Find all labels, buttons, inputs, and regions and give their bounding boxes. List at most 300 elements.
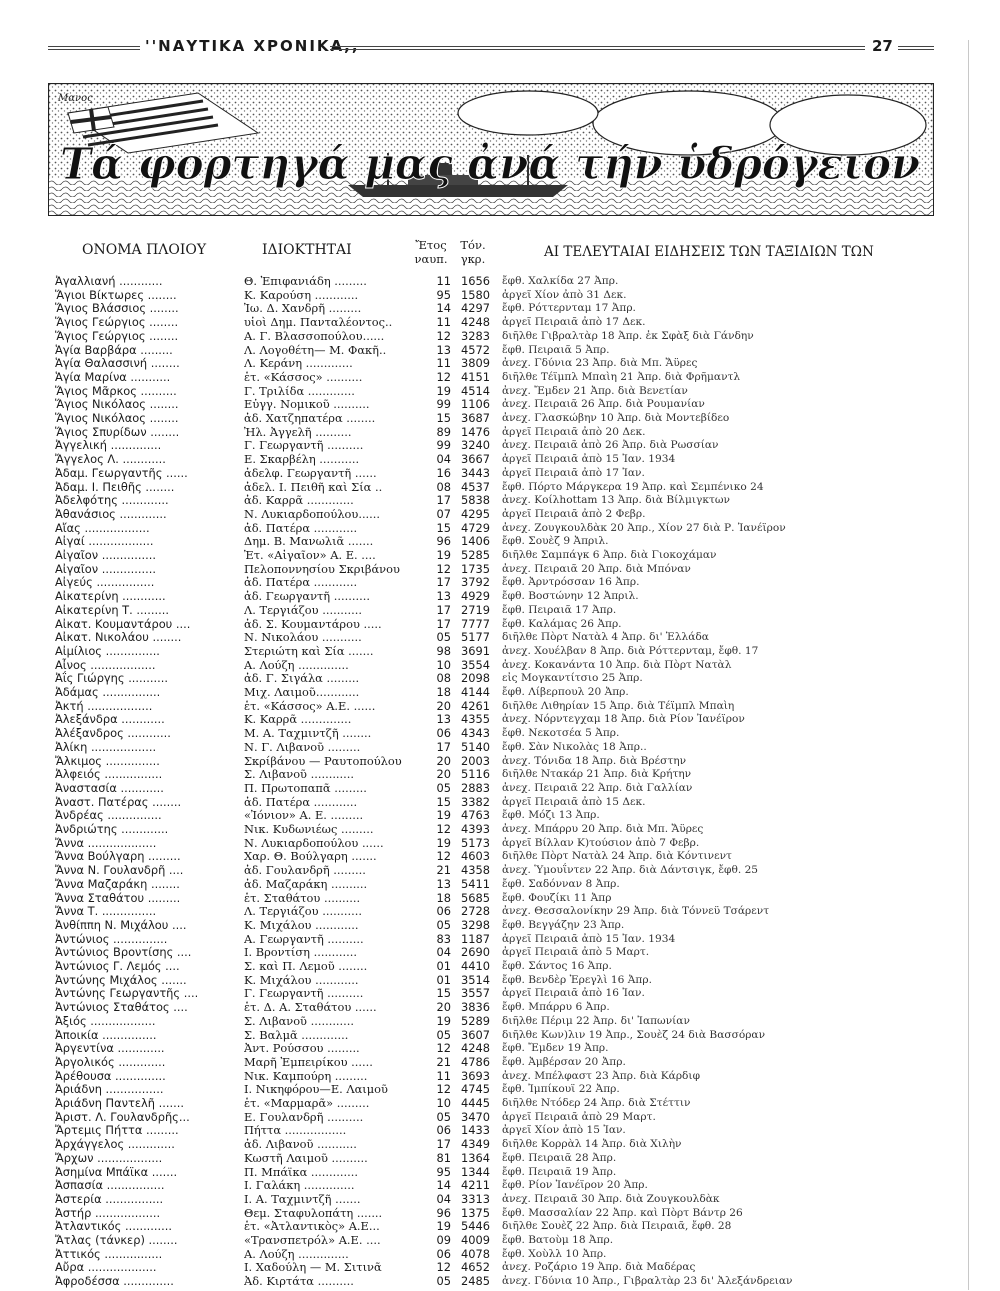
owner: Κ. Καρούση ............: [244, 287, 359, 302]
owner: Νικ. Κυδωνιέως .........: [244, 822, 374, 836]
owner: Ν. Γ. Λιβανοῦ .........: [244, 739, 361, 754]
owner: Λ. Λογοθέτη— Μ. Φακῆ..: [244, 342, 387, 357]
owner: Νικ. Καμπούρη .........: [244, 1068, 368, 1083]
column-header-owners: ΙΔΙΟΚΤΗΤΑΙ: [262, 242, 352, 258]
build-year: 09: [436, 1233, 451, 1247]
build-year: 14: [436, 1178, 451, 1193]
tonnage: 4009: [461, 1233, 490, 1247]
build-year: 04: [436, 1191, 451, 1206]
table-row: [0, 1096, 1000, 1110]
build-year: 12: [436, 822, 451, 836]
build-year: 08: [436, 479, 451, 494]
ship-name: Αἰγαῖον ...............: [55, 561, 157, 576]
ship-name: Ἀντώνιος Βροντίσης ....: [55, 945, 192, 960]
build-year: 13: [436, 712, 451, 727]
latest-news: ἔφθ. Σὰν Νικολὰς 18 Ἀπρ..: [502, 740, 647, 753]
table-row: [0, 603, 1000, 617]
table-row: [0, 658, 1000, 672]
table-row: [0, 288, 1000, 302]
table-row: [0, 575, 1000, 589]
build-year: 01: [436, 972, 451, 987]
owner: Ε. Σκαρβέλη ...........: [244, 452, 360, 467]
table-row: [0, 315, 1000, 329]
ship-name: Ἄννα Τ. ...............: [55, 904, 157, 919]
latest-news: ἔφθ. Πειραιᾶ 5 Ἀπρ.: [502, 343, 610, 356]
ship-name: Ἀσπασία ................: [55, 1178, 165, 1193]
build-year: 81: [436, 1150, 451, 1165]
table-row: [0, 1219, 1000, 1233]
column-header-year-line2: ναυπ.: [414, 252, 448, 266]
page-edge-rule: [968, 40, 969, 1290]
owner: «Τρανσπετρόλ» Α.Ε. ....: [244, 1233, 381, 1247]
banner-signature: Μανος: [58, 93, 93, 104]
latest-news: ἀργεῖ Πειραιᾶ ἀπὸ 15 Ἰαν. 1934: [502, 932, 676, 945]
table-row: [0, 849, 1000, 863]
latest-news: ἔφθ. Μπάρρυ 6 Ἀπρ.: [502, 1001, 610, 1014]
tonnage: 3240: [461, 438, 490, 453]
latest-news: διῆλθε Κων)λιν 19 Ἀπρ., Σουὲζ 24 διὰ Βασσόραν: [502, 1028, 766, 1041]
table-row: [0, 1000, 1000, 1014]
ship-name: Αἴας ..................: [55, 520, 150, 535]
latest-news: ἔφθ. Ἰμπίκουϊ 22 Ἀπρ.: [502, 1083, 620, 1096]
tonnage: 2485: [461, 1274, 490, 1289]
build-year: 19: [436, 835, 451, 850]
latest-news: ἔφθ. Ρίον Ἰανέϊρον 20 Ἀπρ.: [502, 1179, 648, 1192]
owner: ἀδ. Πατέρα ............: [244, 575, 358, 590]
owner: Ἠλ. Ἀγγελῆ ..........: [244, 424, 352, 439]
table-row: [0, 726, 1000, 740]
ship-name: Ἅγιος Νικόλαος ........: [55, 397, 179, 412]
tonnage: 4144: [461, 685, 490, 699]
ship-name: Ἀλφειός ................: [55, 767, 163, 782]
latest-news: ἔφθ. Χοὺλλ 10 Ἀπρ.: [502, 1247, 607, 1260]
tonnage: 4745: [461, 1082, 490, 1097]
owner: Πελοποννησίου Σκριβάνου: [244, 561, 400, 576]
build-year: 12: [436, 849, 451, 864]
table-row: [0, 1014, 1000, 1028]
tonnage: 4261: [461, 698, 490, 713]
table-row: [0, 1247, 1000, 1261]
owner: Ε. Γουλανδρῆ ..........: [244, 1109, 364, 1124]
owner: Μιχ. Λαιμοῦ............: [244, 685, 360, 699]
build-year: 20: [436, 767, 451, 782]
table-row: [0, 822, 1000, 836]
table-row: [0, 466, 1000, 480]
ship-name: Ἀδελφότης .............: [55, 493, 169, 508]
latest-news: ἀνεχ. Νόρντεγχαμ 18 Ἀπρ. διὰ Ρίον Ἰανέϊρον: [502, 713, 745, 726]
ship-name: Ἀττικός ................: [55, 1246, 163, 1261]
build-year: 13: [436, 589, 451, 604]
tonnage: 5289: [461, 1013, 490, 1028]
owner: ἑτ. Δ. Α. Σταθάτου ......: [244, 1000, 377, 1015]
ship-name: Ἀκτή ..................: [55, 698, 153, 713]
owner: Εὐγγ. Νομικοῦ ..........: [244, 397, 370, 412]
table-row: [0, 781, 1000, 795]
tonnage: 4929: [461, 589, 490, 604]
owner: Σ. Βαλμᾶ .............: [244, 1027, 349, 1042]
table-row: [0, 699, 1000, 713]
latest-news: ἀργεῖ Πειραιᾶ ἀπὸ 15 Ἰαν. 1934: [502, 453, 676, 466]
tonnage: 1344: [461, 1164, 490, 1179]
table-row: [0, 1069, 1000, 1083]
owner: Ι. Α. Ταχμιντζῆ .......: [244, 1191, 361, 1206]
owner: ἀδ. Πατέρα ............: [244, 794, 358, 809]
latest-news: ἀνεχ. Τόνιδα 18 Ἀπρ. διὰ Βρέστην: [502, 754, 687, 767]
table-row: [0, 836, 1000, 850]
build-year: 19: [436, 548, 451, 562]
latest-news: ἔφθ. Ἀρντρόσσαν 16 Ἀπρ.: [502, 576, 640, 589]
tonnage: 2728: [461, 904, 490, 919]
ship-name: Ἁγία Μαρίνα ...........: [55, 369, 171, 384]
ship-name: Ἅγιος Βλάσσιος ........: [55, 301, 179, 316]
build-year: 17: [436, 575, 451, 590]
tonnage: 2690: [461, 945, 490, 960]
table-row: [0, 863, 1000, 877]
owner: «Ἰόνιον» Α. Ε. .........: [244, 808, 364, 823]
table-row: [0, 452, 1000, 466]
latest-news: διῆλθε Πέριμ 22 Ἀπρ. δι' Ἰαπωνίαν: [502, 1014, 690, 1027]
ship-name: Ἅγιος Γεώργιος ........: [55, 315, 179, 330]
latest-news: ἀργεῖ Πειραιᾶ ἀπὸ 2 Φεβρ.: [502, 507, 646, 520]
table-row: [0, 617, 1000, 631]
ship-name: Ἀντώνιος Γ. Λεμός ....: [55, 959, 180, 973]
owner: ἀδ. Γ. Σιγάλα .........: [244, 671, 360, 686]
ship-name: Αἰγεύς ................: [55, 575, 155, 590]
tonnage: 4211: [461, 1178, 490, 1193]
build-year: 19: [436, 1013, 451, 1028]
ship-name: Αἰγαῖον ...............: [55, 548, 157, 562]
column-header-year-line1: Ἔτος: [415, 238, 447, 252]
latest-news: ἀνεχ. Ροζάριο 19 Ἀπρ. διὰ Μαδέρας: [502, 1261, 696, 1274]
build-year: 95: [436, 1164, 451, 1179]
tonnage: 5173: [461, 835, 490, 850]
build-year: 20: [436, 753, 451, 768]
table-row: [0, 562, 1000, 576]
owner: Κ. Καρρᾶ ..............: [244, 712, 352, 727]
tonnage: 4078: [461, 1246, 490, 1261]
header-rule-end: [898, 46, 934, 50]
table-row: [0, 370, 1000, 384]
latest-news: ἀργεῖ Χίον ἀπὸ 15 Ἰαν.: [502, 1124, 626, 1137]
build-year: 98: [436, 643, 451, 658]
owner: Κ. Μιχάλου ............: [244, 917, 359, 932]
tonnage: 1433: [461, 1123, 490, 1138]
tonnage: 3470: [461, 1109, 490, 1124]
tonnage: 3667: [461, 452, 490, 467]
table-row: [0, 877, 1000, 891]
ship-name: Ἀρχάγγελος .............: [55, 1137, 175, 1152]
latest-news: ἀνεχ. Γδύνια 10 Ἀπρ., Γιβραλτὰρ 23 δι' Ἀλεξάνδρειαν: [502, 1275, 793, 1288]
ship-name: Ἁγία Θαλασσινή ........: [55, 356, 180, 371]
owner: Σκρίβάνου — Ραυτοπούλου: [244, 753, 402, 768]
owner: Χαρ. Θ. Βούλγαρη .......: [244, 849, 377, 864]
ship-name: Ἀδάμας ................: [55, 685, 161, 699]
table-row: [0, 480, 1000, 494]
build-year: 99: [436, 438, 451, 453]
build-year: 21: [436, 863, 451, 878]
latest-news: ἀνεχ. Πειραιᾶ 22 Ἀπρ. διὰ Γαλλίαν: [502, 781, 693, 794]
ship-name: Ἀλέξανδρος ............: [55, 726, 171, 741]
ship-name: Ἀντώνης Γεωργαντῆς ....: [55, 986, 199, 1001]
ship-name: Ἀριστ. Λ. Γουλανδρῆς...: [55, 1109, 190, 1124]
owner: Π. Μπάϊκα .............: [244, 1164, 358, 1179]
tonnage: 5116: [461, 767, 490, 782]
tonnage: 4603: [461, 849, 490, 864]
build-year: 15: [436, 411, 451, 425]
latest-news: ἀνεχ. Πειραιᾶ ἀπὸ 26 Ἀπρ. διὰ Ρωσσίαν: [502, 439, 719, 452]
table-row: [0, 959, 1000, 973]
tonnage: 4295: [461, 506, 490, 521]
tonnage: 1375: [461, 1205, 490, 1220]
table-row: [0, 1260, 1000, 1274]
latest-news: ἀνεχ. Γδύνια 23 Ἀπρ. διὰ Μπ. Ἄϋρες: [502, 357, 698, 370]
table-row: [0, 493, 1000, 507]
tonnage: 1187: [461, 931, 490, 946]
tonnage: 4349: [461, 1137, 490, 1152]
table-row: [0, 754, 1000, 768]
build-year: 20: [436, 1000, 451, 1015]
table-row: [0, 1123, 1000, 1137]
tonnage: 4151: [461, 369, 490, 384]
tonnage: 4763: [461, 808, 490, 823]
latest-news: ἀνεχ. Ὑμουΐντεν 22 Ἀπρ. διὰ Δάντσιγκ, ἔφθ. 25: [502, 864, 759, 877]
owner: ἑτ. «Κάσσος» ..........: [244, 369, 363, 384]
table-row: [0, 411, 1000, 425]
ship-name: Ἅγιοι Βίκτωρες ........: [55, 287, 177, 302]
latest-news: ἔφθ. Λίβερπουλ 20 Ἀπρ.: [502, 686, 629, 698]
latest-news: ἀνεχ. Ἔμδεν 21 Ἀπρ. διὰ Βενετίαν: [502, 384, 688, 397]
tonnage: 4572: [461, 342, 490, 357]
latest-news: ἔφθ. Φουζίκι 11 Ἀπρ: [502, 891, 612, 904]
tonnage: 4729: [461, 520, 490, 535]
build-year: 16: [436, 465, 451, 480]
ship-name: Ἀΐς Γιώργης ...........: [55, 671, 169, 686]
table-row: [0, 534, 1000, 548]
latest-news: ἀνεχ. Μπάρρυ 20 Ἀπρ. διὰ Μπ. Ἄϋρες: [502, 823, 704, 835]
latest-news: ἀνεχ. Θεσσαλονίκην 29 Ἀπρ. διὰ Τόννεϋ Τσάρεντ: [502, 905, 770, 918]
latest-news: διῆλθε Σουὲζ 22 Ἀπρ. διὰ Πειραιᾶ, ἔφθ. 28: [502, 1220, 732, 1233]
tonnage: 3607: [461, 1027, 490, 1042]
table-row: [0, 1041, 1000, 1055]
ship-name: Ἀστήρ ..................: [55, 1205, 161, 1220]
owner: Κωστῆ Λαιμοῦ ..........: [244, 1150, 368, 1165]
table-row: [0, 1192, 1000, 1206]
build-year: 19: [436, 1219, 451, 1234]
tonnage: 4297: [461, 301, 490, 316]
table-row: [0, 384, 1000, 398]
tonnage: 1476: [461, 424, 490, 439]
latest-news: εἰς Μογκαντίτσιο 25 Ἀπρ.: [502, 672, 643, 685]
tonnage: 4514: [461, 383, 490, 398]
table-row: [0, 918, 1000, 932]
build-year: 13: [436, 342, 451, 357]
tonnage: 5685: [461, 890, 490, 905]
ship-name: Ἅγιος Σπυρίδων ........: [55, 424, 180, 439]
ship-name: Ἀγγελική ..............: [55, 438, 162, 453]
ship-name: Ἄρχων ..................: [55, 1150, 163, 1165]
build-year: 05: [436, 1274, 451, 1289]
table-row: [0, 1151, 1000, 1165]
tonnage: 4248: [461, 1041, 490, 1056]
tonnage: 3298: [461, 917, 490, 932]
ship-name: Ἅγιος Γεώργιος ........: [55, 328, 179, 343]
build-year: 06: [436, 1123, 451, 1138]
table-row: [0, 589, 1000, 603]
latest-news: ἔφθ. Ἀμβέρσαν 20 Ἀπρ.: [502, 1055, 626, 1068]
column-header-ship-name: ΟΝΟΜΑ ΠΛΟΙΟΥ: [82, 242, 207, 258]
owner: Σ. Λιβανοῦ ............: [244, 1013, 355, 1028]
latest-news: ἀνεχ. Πειραιᾶ 26 Ἀπρ. διὰ Ρουμανίαν: [502, 398, 705, 411]
build-year: 06: [436, 1246, 451, 1261]
latest-news: ἀργεῖ Πειραιᾶ ἀπὸ 16 Ἰαν.: [502, 987, 645, 1000]
table-row: [0, 356, 1000, 370]
tonnage: 2883: [461, 780, 490, 795]
tonnage: 4248: [461, 315, 490, 330]
build-year: 10: [436, 1096, 451, 1110]
ship-name: Αὔρα ...................: [55, 1260, 157, 1275]
owner: Α. Γ. Βλασσοπούλου......: [244, 328, 385, 343]
ship-name: Ἀνδρέας ...............: [55, 808, 162, 823]
owner: Θ. Ἐπιφανιάδη .........: [244, 274, 367, 288]
tonnage: 5285: [461, 548, 490, 562]
latest-news: ἔφθ. Μόζι 13 Ἀπρ.: [502, 809, 600, 822]
latest-news: ἀργεῖ Πειραιᾶ ἀπὸ 29 Μαρτ.: [502, 1110, 656, 1123]
tonnage: 3836: [461, 1000, 490, 1015]
build-year: 18: [436, 890, 451, 905]
build-year: 05: [436, 630, 451, 645]
tonnage: 3809: [461, 356, 490, 371]
table-row: [0, 685, 1000, 699]
tonnage: 3514: [461, 972, 490, 987]
ship-name: Αἰκατερίνη ............: [55, 589, 166, 604]
tonnage: 4358: [461, 863, 490, 878]
latest-news: ἀργεῖ Πειραιᾶ ἀπὸ 15 Δεκ.: [502, 795, 646, 808]
ship-name: Ἀστερία ................: [55, 1191, 164, 1206]
build-year: 11: [436, 1068, 451, 1083]
tonnage: 5446: [461, 1219, 490, 1234]
banner-title-text: Τά φορτηγά μας ἀνά τήν ὑδρόγειον: [60, 139, 920, 190]
owner: ἀδ. Μαζαράκη ..........: [244, 876, 368, 891]
build-year: 21: [436, 1054, 451, 1069]
ship-name: Ἀφροδέσσα ..............: [55, 1274, 174, 1289]
ship-name: Ἀνθίππη Ν. Μιχάλου ....: [55, 917, 187, 932]
build-year: 19: [436, 808, 451, 823]
ship-name: Αἰκατερίνη Τ. .........: [55, 602, 169, 617]
table-row: [0, 1137, 1000, 1151]
table-row: [0, 1028, 1000, 1042]
header-rule-right: [330, 46, 865, 50]
ship-name: Ἀγαλλιανή ............: [55, 274, 163, 288]
tonnage: 3693: [461, 1068, 490, 1083]
latest-news: ἔφθ. Μασσαλίαν 22 Ἀπρ. καὶ Πὸρτ Βάντρ 26: [502, 1206, 743, 1219]
tonnage: 4343: [461, 726, 490, 741]
build-year: 05: [436, 1027, 451, 1042]
tonnage: 5140: [461, 739, 490, 754]
build-year: 12: [436, 328, 451, 343]
latest-news: ἀνεχ. Χουέλβαν 8 Ἀπρ. διὰ Ρόττερνταμ, ἔφθ. 17: [502, 644, 759, 657]
tonnage: 5177: [461, 630, 490, 645]
build-year: 12: [436, 369, 451, 384]
owner: ἀδελ. Ι. Πειθῆ καὶ Σία ..: [244, 479, 383, 494]
owner: Ν. Νικολάου ...........: [244, 630, 362, 645]
ship-name: Ἄτλας (τάνκερ) ........: [55, 1233, 178, 1247]
latest-news: ἀνεχ. Κοίλhottam 13 Ἀπρ. διὰ Βίλμιγκτων: [502, 494, 730, 507]
ship-name: Ἄννα ...................: [55, 835, 157, 850]
owner: υἱοὶ Δημ. Πανταλέοντος..: [244, 315, 393, 330]
build-year: 08: [436, 671, 451, 686]
build-year: 19: [436, 383, 451, 398]
build-year: 95: [436, 287, 451, 302]
build-year: 01: [436, 959, 451, 973]
latest-news: ἔφθ. Νεκοτσέα 5 Ἀπρ.: [502, 727, 620, 740]
owner: Α. Γεωργαντῆ ..........: [244, 931, 364, 946]
build-year: 17: [436, 739, 451, 754]
ship-name: Ἀσημίνα Μπάϊκα .......: [55, 1164, 178, 1179]
table-row: [0, 891, 1000, 905]
owner: Γ. Γεωργαντῆ ..........: [244, 986, 364, 1001]
ship-name: Αἰκατ. Κουμαντάρου ....: [55, 616, 191, 631]
build-year: 96: [436, 1205, 451, 1220]
build-year: 20: [436, 698, 451, 713]
build-year: 10: [436, 657, 451, 672]
owner: Ν. Λυκιαρδοπούλου ......: [244, 835, 384, 850]
latest-news: ἀνεχ. Πειραιᾶ 30 Ἀπρ. διὰ Ζουγκουλδὰκ: [502, 1192, 720, 1205]
ship-name: Ἅγιος Μᾶρκος ..........: [55, 383, 177, 398]
ship-name: Ἀναστ. Πατέρας ........: [55, 794, 182, 809]
owner: ἀδ. Σ. Κουμαντάρου .....: [244, 616, 382, 631]
latest-news: διῆλθε Ντακάρ 21 Ἀπρ. διὰ Κρήτην: [502, 768, 692, 781]
owner: Ν. Λυκιαρδοπούλου......: [244, 506, 381, 521]
ship-name: Ἀτλαντικός .............: [55, 1219, 173, 1234]
latest-news: ἔφθ. Βενδὲρ Ἐρεγλὶ 16 Ἀπρ.: [502, 973, 652, 986]
owner: Ι. Βροντίση ............: [244, 945, 358, 960]
latest-news: διῆλθε Πὸρτ Νατὰλ 24 Ἀπρ. διὰ Κόντινεντ: [502, 850, 732, 863]
table-row: [0, 301, 1000, 315]
latest-news: διῆλθε Γιβραλτὰρ 18 Ἀπρ. ἐκ Σφὰξ διὰ Γάνδην: [502, 329, 754, 342]
tonnage: 4652: [461, 1260, 490, 1275]
latest-news: ἀργεῖ Πειραιᾶ ἀπὸ 17 Δεκ.: [502, 316, 646, 329]
owner: Ἀντ. Ρούσσου .........: [244, 1041, 360, 1056]
build-year: 89: [436, 424, 451, 439]
build-year: 12: [436, 561, 451, 576]
build-year: 12: [436, 1082, 451, 1097]
build-year: 17: [436, 1137, 451, 1152]
table-row: [0, 438, 1000, 452]
table-row: [0, 548, 1000, 562]
owner: Λ. Κεράνη .............: [244, 356, 353, 371]
owner: Α. Λούζη ..............: [244, 657, 349, 672]
latest-news: ἔφθ. Καλάμας 26 Ἀπρ.: [502, 617, 622, 630]
owner: ἀδ. Γεωργαντῆ ..........: [244, 589, 370, 604]
latest-news: ἔφθ. Χαλκίδα 27 Ἀπρ.: [502, 275, 619, 287]
ship-name: Ἀδαμ. Ι. Πειθῆς ........: [55, 479, 175, 494]
latest-news: ἔφθ. Βεγγάζην 23 Ἀπρ.: [502, 918, 625, 931]
build-year: 11: [436, 356, 451, 371]
column-header-tonnage-line1: Τόν.: [460, 238, 486, 252]
table-row: [0, 671, 1000, 685]
owner: Στεριώτη καὶ Σία .......: [244, 643, 374, 658]
tonnage: 1656: [461, 274, 490, 288]
owner: Μαρῆ Ἐμπειρίκου ......: [244, 1054, 373, 1069]
table-row: [0, 1274, 1000, 1288]
build-year: 04: [436, 945, 451, 960]
magazine-title: ''ΝΑΥΤΙΚΑ ΧΡΟΝΙΚΑ,,: [145, 37, 360, 55]
table-row: [0, 644, 1000, 658]
table-row: [0, 1206, 1000, 1220]
table-row: [0, 507, 1000, 521]
ship-name: Ἄγγελος Λ. ............: [55, 452, 166, 467]
latest-news: ἔφθ. Σαδόνναν 8 Ἀπρ.: [502, 877, 620, 890]
